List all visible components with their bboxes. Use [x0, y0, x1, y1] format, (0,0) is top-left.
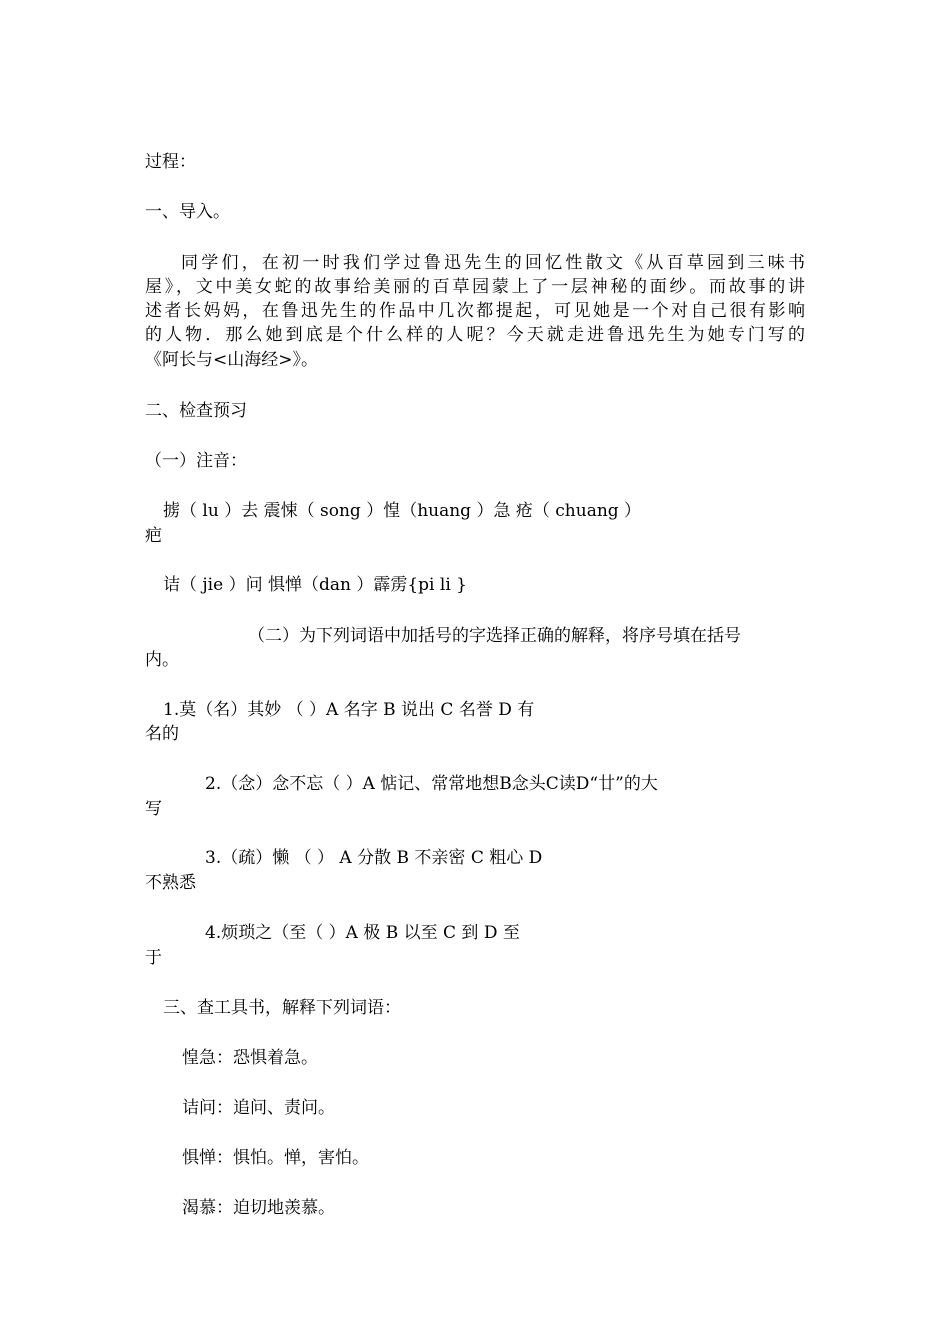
section-3-title: 三、查工具书，解释下列词语： [163, 998, 401, 1018]
subsection-2-title: （二）为下列词语中加括号的字选择正确的解释，将序号填在括号 [248, 626, 741, 646]
intro-line-5: 《阿长与<山海经>》。 [145, 350, 318, 370]
definition-1: 惶急：恐惧着急。 [182, 1048, 318, 1068]
definition-3: 惧惮：惧怕。惮，害怕。 [182, 1148, 369, 1168]
intro-line-4: 的人物．那么她到底是个什么样的人呢？今天就走进鲁迅先生为她专门写的 [145, 325, 805, 345]
question-2: 2.（念）念不忘（ ）A 惦记、常常地想B念头C读D“廿”的大 [205, 774, 658, 794]
question-3: 3.（疏）懒 （ ） A 分散 B 不亲密 C 粗心 D [205, 848, 543, 868]
definition-4: 渴慕：迫切地羡慕。 [182, 1198, 335, 1218]
intro-line-1: 同学们，在初一时我们学过鲁迅先生的回忆性散文《从百草园到三味书 [181, 253, 805, 273]
intro-line-2: 屋》，文中美女蛇的故事给美丽的百草园蒙上了一层神秘的面纱。而故事的讲 [145, 277, 805, 297]
process-label: 过程： [145, 152, 196, 172]
section-1-title: 一、导入。 [145, 202, 230, 222]
intro-line-3: 述者长妈妈，在鲁迅先生的作品中几次都提起，可见她是一个对自己很有影响 [145, 301, 805, 321]
question-1: 1.莫（名）其妙 （ ）A 名字 B 说出 C 名誉 D 有 [163, 700, 535, 720]
pinyin-line-1: 掳（ lu ）去 震悚（ song ）惶（huang ）急 疮（ chuang ） [163, 501, 642, 521]
subsection-2-title-cont: 内。 [145, 650, 179, 670]
question-3-cont: 不熟悉 [145, 873, 196, 893]
question-2-cont: 写 [145, 799, 162, 819]
definition-2: 诘问：追问、责问。 [182, 1098, 335, 1118]
section-2-title: 二、检查预习 [145, 401, 247, 421]
pinyin-line-1-cont: 疤 [145, 526, 162, 546]
pinyin-line-2: 诘（ jie ）问 惧惮（dan ）霹雳{pi li } [163, 575, 467, 595]
subsection-1-title: （一）注音： [145, 451, 247, 471]
question-1-cont: 名的 [145, 724, 179, 744]
question-4-cont: 于 [145, 948, 162, 968]
question-4: 4.烦琐之（至（ ）A 极 B 以至 C 到 D 至 [205, 923, 520, 943]
